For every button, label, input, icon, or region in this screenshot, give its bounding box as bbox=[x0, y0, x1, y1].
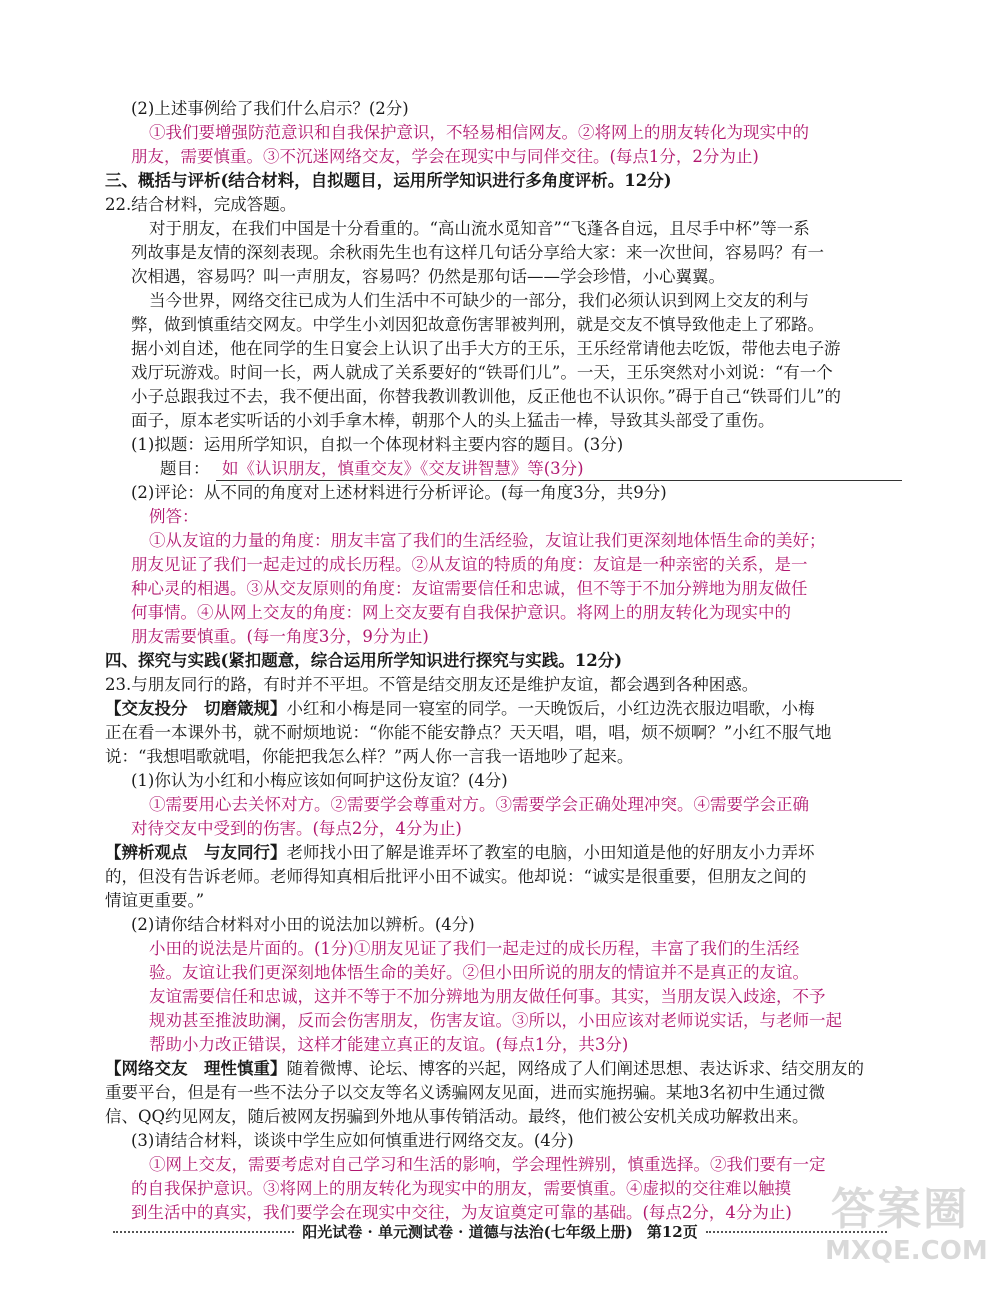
q23-3-answer-line-3: 到生活中的真实，我们要学会在现实中交往，为友谊奠定可靠的基础。(每点2分，4分为止) bbox=[131, 1203, 792, 1222]
q22-2-answer-line-2: 朋友见证了我们一起走过的成长历程。②从友谊的特质的角度：友谊是一种亲密的关系，是一 bbox=[131, 555, 808, 574]
watermark-logo bbox=[825, 1184, 988, 1279]
q22-intro: 22.结合材料，完成答题。 bbox=[105, 195, 297, 214]
q22-1-title-answer: 如《认识朋友，慎重交友》《交友讲智慧》等(3分) bbox=[216, 457, 902, 481]
q22-material-line-2: 列故事是友情的深刻表现。余秋雨先生也有这样几句话分享给大家：来一次世间，容易吗？有一 bbox=[131, 243, 824, 262]
section-4-heading: 四、探究与实践(紧扣题意，综合运用所学知识进行探究与实践。12分) bbox=[105, 651, 623, 670]
q22-2-question: (2)评论：从不同的角度对上述材料进行分析评论。(每一角度3分，共9分) bbox=[131, 483, 667, 502]
footer-title: 阳光试卷 · 单元测试卷 · 道德与法治(七年级上册) bbox=[302, 1223, 633, 1241]
q22-1-question: (1)拟题：运用所学知识，自拟一个体现材料主要内容的题目。(3分) bbox=[131, 435, 624, 454]
q23-material-2-line-2: 的，但没有告诉老师。老师得知真相后批评小田不诚实。他却说：“诚实是很重要，但朋友之间的 bbox=[105, 867, 807, 886]
q22-material-line-7: 戏厅玩游戏。时间一长，两人就成了关系要好的“铁哥们儿”。一天，王乐突然对小刘说：“有一个 bbox=[131, 363, 833, 382]
q23-1-answer-line-1: ①需要用心去关怀对方。②需要学会尊重对方。③需要学会正确处理冲突。④需要学会正确 bbox=[149, 795, 809, 814]
page-footer bbox=[105, 1222, 895, 1242]
q23-1-answer-line-2: 对待交友中受到的伤害。(每点2分，4分为止) bbox=[131, 819, 462, 838]
q22-material-line-3: 次相遇，容易吗？叫一声朋友，容易吗？仍然是那句话——学会珍惜，小心翼翼。 bbox=[131, 267, 725, 286]
watermark-url: MXQE.COM bbox=[825, 1236, 988, 1266]
footer-dots-left bbox=[113, 1231, 294, 1233]
q22-material-line-8: 小子总跟我过不去，我不便出面，你替我教训教训他，反正他也不认识你。”碍于自己“铁哥们儿”的 bbox=[131, 387, 842, 406]
q23-intro: 23.与朋友同行的路，有时并不平坦。不管是结交朋友还是维护友谊，都会遇到各种困惑。 bbox=[105, 675, 759, 694]
q21-2-answer-line-1: ①我们要增强防范意识和自我保护意识，不轻易相信网友。②将网上的朋友转化为现实中的 bbox=[149, 123, 809, 142]
q23-3-answer-line-1: ①网上交友，需要考虑对自己学习和生活的影响，学会理性辨别，慎重选择。②我们要有一定 bbox=[149, 1155, 826, 1174]
q22-material-line-1: 对于朋友，在我们中国是十分看重的。“高山流水觅知音”“飞蓬各自远，且尽手中杯”等一系 bbox=[149, 219, 810, 238]
q23-material-1-tag: 【交友投分 切磨箴规】 bbox=[105, 699, 287, 718]
q23-material-1-text: 小红和小梅是同一寝室的同学。一天晚饭后，小红边洗衣服边唱歌，小梅 bbox=[286, 699, 815, 718]
q23-material-3-text: 随着微博、论坛、博客的兴起，网络成了人们阐述思想、表达诉求、结交朋友的 bbox=[286, 1059, 864, 1078]
watermark-text: 答案圈 bbox=[831, 1184, 969, 1235]
q23-material-3-line-1 bbox=[105, 1057, 864, 1080]
q23-2-answer-line-4: 规劝甚至推波助澜，反而会伤害朋友，伤害友谊。③所以，小田应该对老师说实话，与老师一起 bbox=[149, 1011, 842, 1030]
q23-material-1-line-2: 正在看一本课外书，就不耐烦地说：“你能不能安静点？天天唱，唱，唱，烦不烦啊？”小红不服气地 bbox=[105, 723, 832, 742]
q23-2-answer-line-2: 验。友谊让我们更深刻地体悟生命的美好。②但小田所说的朋友的情谊并不是真正的友谊。 bbox=[149, 963, 809, 982]
q23-material-3-line-2: 重要平台，但是有一些不法分子以交友等名义诱骗网友见面，进而实施拐骗。某地3名初中生通过微 bbox=[105, 1083, 825, 1102]
q23-1-question: (1)你认为小红和小梅应该如何呵护这份友谊？(4分) bbox=[131, 771, 508, 790]
q23-material-2-tag: 【辨析观点 与友同行】 bbox=[105, 843, 287, 862]
q23-material-1-line-3: 说：“我想唱歌就唱，你能把我怎么样？”两人你一言我一语地吵了起来。 bbox=[105, 747, 634, 766]
q22-material-line-9: 面子，原本老实听话的小刘手拿木棒，朝那个人的头上猛击一棒，导致其头部受了重伤。 bbox=[131, 411, 775, 430]
q21-2-question: (2)上述事例给了我们什么启示？(2分) bbox=[131, 99, 409, 118]
q22-2-answer-line-1: ①从友谊的力量的角度：朋友丰富了我们的生活经验，友谊让我们更深刻地体悟生命的美好； bbox=[149, 531, 826, 550]
q22-2-answer-line-3: 种心灵的相遇。③从交友原则的角度：友谊需要信任和忠诚，但不等于不加分辨地为朋友做任 bbox=[131, 579, 808, 598]
q23-material-3-tag: 【网络交友 理性慎重】 bbox=[105, 1059, 287, 1078]
q22-1-title-label: 题目： bbox=[160, 459, 210, 478]
q23-3-question: (3)请结合材料，谈谈中学生应如何慎重进行网络交友。(4分) bbox=[131, 1131, 574, 1150]
q22-2-answer-line-4: 何事情。④从网上交友的角度：网上交友要有自我保护意识。将网上的朋友转化为现实中的 bbox=[131, 603, 791, 622]
footer-page-number: 第12页 bbox=[646, 1223, 698, 1241]
q23-2-answer-line-1: 小田的说法是片面的。(1分)①朋友见证了我们一起走过的成长历程，丰富了我们的生活经 bbox=[149, 939, 800, 958]
q23-3-answer-line-2: 的自我保护意识。③将网上的朋友转化为现实中的朋友，需要慎重。④虚拟的交往难以触摸 bbox=[131, 1179, 791, 1198]
q23-2-question: (2)请你结合材料对小田的说法加以辨析。(4分) bbox=[131, 915, 475, 934]
q23-material-2-text: 老师找小田了解是谁弄坏了教室的电脑，小田知道是他的好朋友小力弄坏 bbox=[286, 843, 815, 862]
q22-2-example-label: 例答： bbox=[149, 507, 199, 526]
q23-material-2-line-1 bbox=[105, 841, 815, 864]
q23-material-2-line-3: 情谊更重要。” bbox=[105, 891, 205, 910]
q22-material-line-5: 弊，做到慎重结交网友。中学生小刘因犯故意伤害罪被判刑，就是交友不慎导致他走上了邪路。 bbox=[131, 315, 824, 334]
q22-material-line-4: 当今世界，网络交往已成为人们生活中不可缺少的一部分，我们必须认识到网上交友的利与 bbox=[149, 291, 809, 310]
q23-2-answer-line-5: 帮助小力改正错误，这样才能建立真正的友谊。(每点1分，共3分) bbox=[149, 1035, 629, 1054]
q21-2-answer-line-2: 朋友，需要慎重。③不沉迷网络交友，学会在现实中与同伴交往。(每点1分，2分为止) bbox=[131, 147, 759, 166]
q23-material-1-line-1 bbox=[105, 697, 815, 720]
q23-2-answer-line-3: 友谊需要信任和忠诚，这并不等于不加分辨地为朋友做任何事。其实，当朋友误入歧途，不予 bbox=[149, 987, 826, 1006]
q22-material-line-6: 据小刘自述，他在同学的生日宴会上认识了出手大方的王乐，王乐经常请他去吃饭，带他去电子游 bbox=[131, 339, 841, 358]
section-3-heading: 三、概括与评析(结合材料，自拟题目，运用所学知识进行多角度评析。12分) bbox=[105, 171, 672, 190]
q22-2-answer-line-5: 朋友需要慎重。(每一角度3分，9分为止) bbox=[131, 627, 429, 646]
q23-material-3-line-3: 信、QQ约见网友，随后被网友拐骗到外地从事传销活动。最终，他们被公安机关成功解救出来。 bbox=[105, 1107, 809, 1126]
